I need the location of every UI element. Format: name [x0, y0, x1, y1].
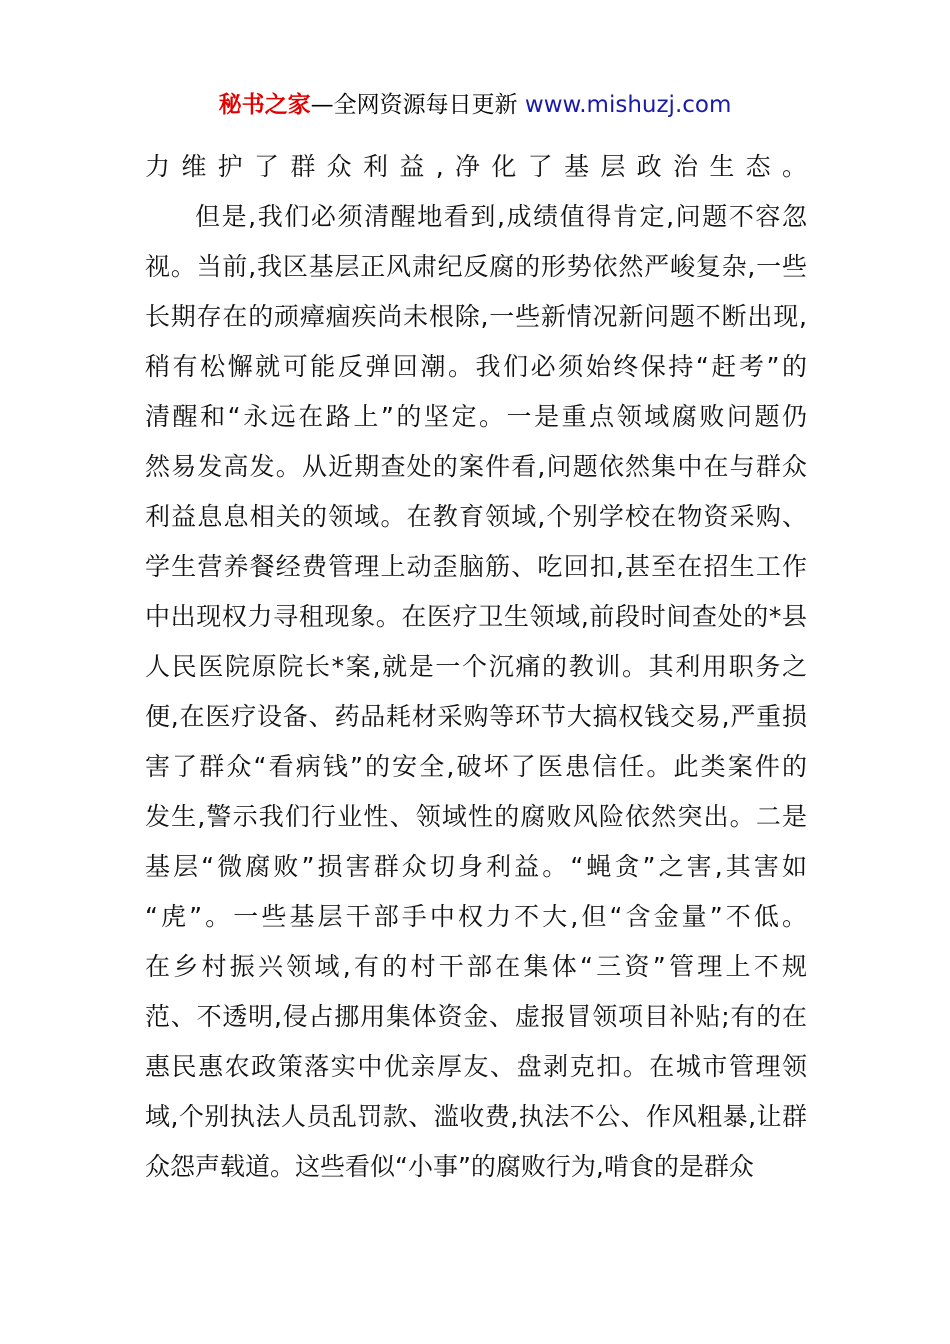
text-line: 学生营养餐经费管理上动歪脑筋、吃回扣,甚至在招生工作: [145, 552, 807, 581]
text-line: 害了群众“看病钱”的安全,破坏了医患信任。此类案件的: [145, 752, 807, 781]
text-line: 视。当前,我区基层正风肃纪反腐的形势依然严峻复杂,一些: [145, 252, 807, 281]
body-text: [145, 142, 807, 1192]
text-line: 但是,我们必须清醒地看到,成绩值得肯定,问题不容忽: [195, 202, 807, 231]
text-line: 在乡村振兴领域,有的村干部在集体“三资”管理上不规: [145, 952, 807, 981]
text-line: 惠民惠农政策落实中优亲厚友、盘剥克扣。在城市管理领: [145, 1052, 807, 1081]
text-line: 中出现权力寻租现象。在医疗卫生领域,前段时间查处的*县: [145, 602, 807, 631]
text-line: 域,个别执法人员乱罚款、滥收费,执法不公、作风粗暴,让群: [145, 1102, 807, 1131]
text-line: 长期存在的顽瘴痼疾尚未根除,一些新情况新问题不断出现,: [145, 302, 807, 331]
text-line: 然易发高发。从近期查处的案件看,问题依然集中在与群众: [145, 452, 807, 481]
text-line: 人民医院原院长*案,就是一个沉痛的教训。其利用职务之: [145, 652, 807, 681]
page-header: [0, 88, 950, 122]
header-brand: 秘书之家: [218, 92, 311, 118]
text-line: 便,在医疗设备、药品耗材采购等环节大搞权钱交易,严重损: [145, 702, 807, 731]
text-line: 基层“微腐败”损害群众切身利益。“蝇贪”之害,其害如: [145, 852, 807, 881]
text-line: 清醒和“永远在路上”的坚定。一是重点领域腐败问题仍: [145, 402, 807, 431]
text-line: 发生,警示我们行业性、领域性的腐败风险依然突出。二是: [145, 802, 807, 831]
header-tagline: —全网资源每日更新: [310, 92, 518, 118]
text-line: 稍有松懈就可能反弹回潮。我们必须始终保持“赶考”的: [145, 352, 807, 381]
text-line: “虎”。一些基层干部手中权力不大,但“含金量”不低。: [145, 902, 807, 931]
text-line: 力维护了群众利益,净化了基层政治生态。: [145, 152, 807, 181]
text-line: 范、不透明,侵占挪用集体资金、虚报冒领项目补贴;有的在: [145, 1002, 807, 1031]
header-url-link[interactable]: www.mishuzj.com: [524, 92, 732, 118]
text-line: 利益息息相关的领域。在教育领域,个别学校在物资采购、: [145, 502, 807, 531]
text-line: 众怨声载道。这些看似“小事”的腐败行为,啃食的是群众: [145, 1152, 754, 1181]
